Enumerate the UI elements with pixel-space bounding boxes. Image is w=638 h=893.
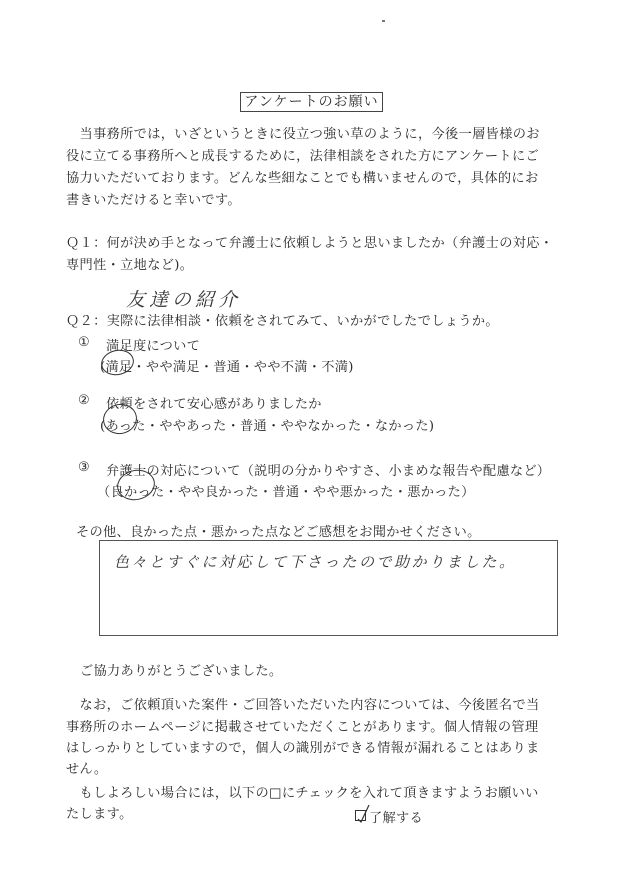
item-number: ② <box>78 393 90 408</box>
item-number: ③ <box>78 460 90 475</box>
notice-line: たします。 <box>66 807 133 822</box>
item-question: 満足度について <box>106 339 201 354</box>
notice-line: もしよろしい場合には，以下の□にチェックを入れて頂きますようお願いい <box>66 786 539 801</box>
comments-prompt: その他、良かった点・悪かった点などご感想をお聞かせください。 <box>76 525 481 540</box>
item-question: 弁護士の対応について（説明の分かりやすさ、小まめな報告や配慮など） <box>106 464 551 479</box>
intro-line: 当事務所では，いざというときに役立つ強い草のように，今後一層皆様のお <box>66 127 540 142</box>
q1-handwritten-answer: 友達の紹介 <box>126 289 242 311</box>
thanks-text: ご協力ありがとうございました。 <box>80 664 283 679</box>
intro-line: 協力いただいております。どんな些細なことでも構いませんので，具体的にお <box>66 171 539 186</box>
q2-label: Ｑ２：実際に法律相談・依頼をされてみて、いかがでしたでしょうか。 <box>66 314 499 329</box>
notice-line: はしっかりとしていますので，個人の識別ができる情報が漏れることはありま <box>66 741 540 756</box>
comments-handwritten-answer: 色々とすぐに対応して下さったので助かりました。 <box>114 553 517 571</box>
intro-line: 書きいただけると幸いです。 <box>66 193 241 208</box>
consent-checkbox[interactable] <box>355 810 366 821</box>
item-question: 依頼をされて安心感がありましたか <box>106 397 322 412</box>
comments-box[interactable] <box>99 540 558 636</box>
item-number: ① <box>78 335 90 350</box>
notice-line: 事務所のホームページに掲載させていただくことがあります。個人情報の管理 <box>66 720 539 735</box>
q1-text: Ｑ１：何が決め手となって弁護士に依頼しようと思いましたか（弁護士の対応・ <box>66 236 554 251</box>
notice-line: なお，ご依頼頂いた案件・ご回答いただいた内容については、今後匿名で当 <box>66 698 540 713</box>
intro-line: 役に立てる事務所へと成長するために，法律相談をされた方にアンケートにご <box>66 149 540 164</box>
q1-text: 専門性・立地など)。 <box>66 258 194 273</box>
item-options[interactable]: (満足・やや満足・普通・やや不満・不満) <box>100 360 354 375</box>
item-options[interactable]: (あった・ややあった・普通・ややなかった・なかった) <box>100 419 435 434</box>
item-options[interactable]: （良かった・やや良かった・普通・やや悪かった・悪かった） <box>97 485 475 500</box>
page-title: アンケートのお願い <box>240 92 383 112</box>
notice-line: せん。 <box>66 762 108 777</box>
consent-label: 了解する <box>369 811 423 826</box>
scan-speck <box>382 20 385 22</box>
